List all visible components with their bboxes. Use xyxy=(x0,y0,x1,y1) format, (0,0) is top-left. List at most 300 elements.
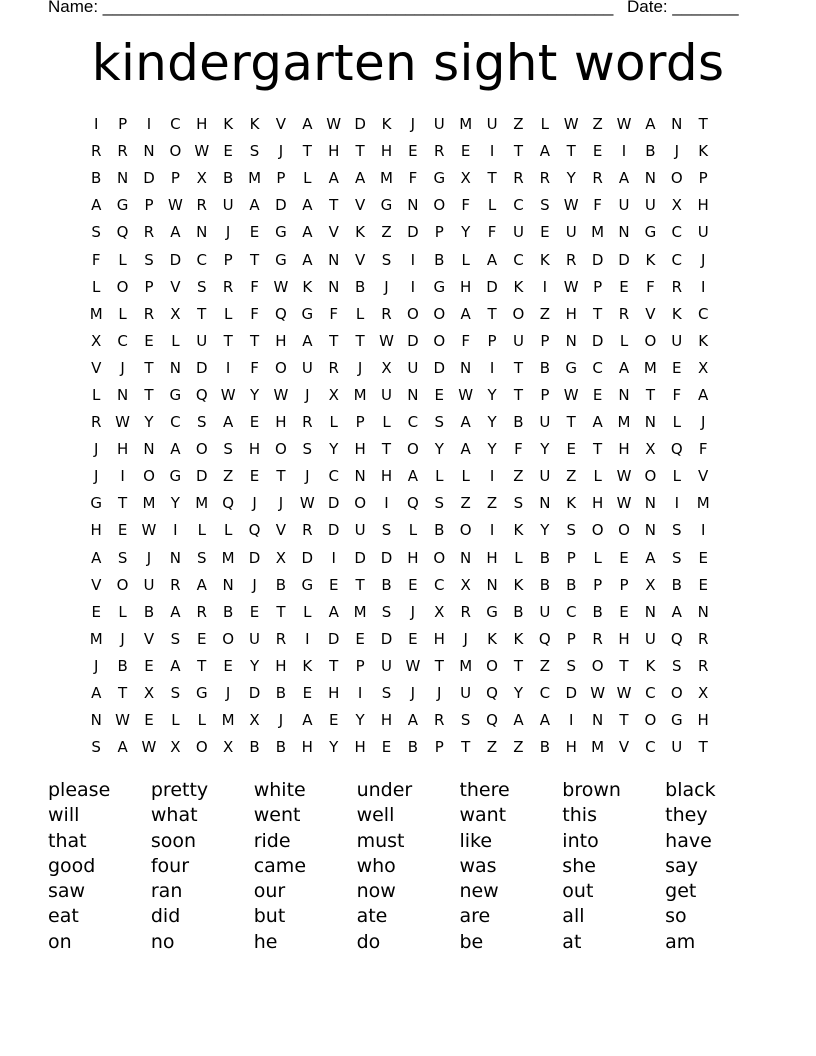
grid-letter: T xyxy=(645,385,655,404)
grid-letter: X xyxy=(328,385,339,404)
grid-letter: T xyxy=(329,196,339,215)
grid-letter: Y xyxy=(170,494,180,513)
grid-letter: W xyxy=(273,277,289,296)
grid-letter: A xyxy=(460,440,471,459)
grid-letter: J xyxy=(278,142,284,161)
word-item: black xyxy=(665,779,716,801)
grid-letter: O xyxy=(459,521,472,540)
grid-letter: J xyxy=(225,684,231,703)
grid-letter: K xyxy=(381,115,392,134)
word-item: all xyxy=(562,905,585,928)
grid-letter: T xyxy=(118,684,128,703)
grid-letter: K xyxy=(539,250,550,269)
grid-letter: X xyxy=(249,711,260,730)
grid-letter: J xyxy=(410,684,416,703)
grid-letter: O xyxy=(116,575,129,594)
grid-letter: B xyxy=(434,521,445,540)
grid-letter: Z xyxy=(566,467,577,486)
grid-letter: C xyxy=(407,413,419,432)
grid-letter: B xyxy=(539,738,550,757)
grid-letter: T xyxy=(487,169,497,188)
grid-letter: W xyxy=(405,656,421,675)
grid-letter: S xyxy=(672,548,682,567)
grid-letter: J xyxy=(146,548,152,567)
grid-letter: Y xyxy=(329,738,339,757)
grid-letter: A xyxy=(354,169,366,188)
grid-letter: H xyxy=(275,331,287,350)
grid-letter: B xyxy=(223,602,234,621)
grid-letter: Z xyxy=(539,304,550,323)
grid-letter: E xyxy=(144,711,154,730)
grid-letter: W xyxy=(220,385,236,404)
grid-letter: B xyxy=(539,548,550,567)
grid-letter: E xyxy=(619,602,629,621)
grid-letter: I xyxy=(700,521,706,540)
grid-letter: I xyxy=(569,711,574,730)
grid-letter: O xyxy=(433,304,446,323)
grid-letter: O xyxy=(406,304,419,323)
grid-letter: O xyxy=(433,331,446,350)
grid-row xyxy=(83,545,733,572)
grid-row xyxy=(83,517,733,544)
grid-letter: C xyxy=(170,115,181,134)
grid-letter: I xyxy=(700,277,706,296)
grid-letter: M xyxy=(591,223,605,242)
grid-letter: L xyxy=(171,331,180,350)
grid-letter: K xyxy=(671,304,682,323)
grid-letter: B xyxy=(513,602,524,621)
grid-letter: A xyxy=(460,413,471,432)
grid-letter: S xyxy=(434,413,445,432)
grid-letter: G xyxy=(301,575,314,594)
grid-letter: U xyxy=(512,331,524,350)
grid-letter: Y xyxy=(540,521,550,540)
grid-letter: A xyxy=(117,738,128,757)
grid-letter: N xyxy=(407,196,419,215)
page-title: kindergarten sight words xyxy=(91,34,725,92)
grid-letter: N xyxy=(354,467,366,486)
grid-letter: C xyxy=(513,250,524,269)
grid-letter: B xyxy=(539,575,550,594)
grid-letter: Z xyxy=(539,656,550,675)
grid-letter: N xyxy=(644,169,657,188)
grid-letter: A xyxy=(170,223,181,242)
grid-letter: E xyxy=(144,656,154,675)
grid-letter: G xyxy=(433,169,446,188)
word-column xyxy=(254,778,357,955)
grid-letter: B xyxy=(671,575,682,594)
grid-row xyxy=(83,599,733,626)
grid-letter: J xyxy=(384,277,389,296)
grid-letter: V xyxy=(618,738,630,757)
grid-letter: F xyxy=(514,440,523,459)
grid-letter: M xyxy=(617,413,631,432)
grid-letter: G xyxy=(195,684,208,703)
grid-letter: T xyxy=(355,142,365,161)
grid-letter: P xyxy=(223,250,233,269)
grid-letter: T xyxy=(698,738,708,757)
grid-letter: H xyxy=(460,277,472,296)
grid-letter: H xyxy=(433,629,445,648)
grid-letter: C xyxy=(196,250,207,269)
grid-letter: N xyxy=(116,385,129,404)
grid-letter: N xyxy=(460,358,472,377)
grid-letter: N xyxy=(90,711,102,730)
grid-letter: T xyxy=(329,656,339,675)
grid-letter: H xyxy=(565,304,577,323)
grid-letter: A xyxy=(539,142,550,161)
grid-letter: G xyxy=(644,223,657,242)
grid-letter: D xyxy=(327,629,340,648)
grid-letter: P xyxy=(144,277,154,296)
grid-letter: Y xyxy=(487,385,497,404)
grid-letter: U xyxy=(697,223,709,242)
grid-row xyxy=(83,707,733,734)
grid-letter: Q xyxy=(116,223,129,242)
grid-letter: U xyxy=(539,467,551,486)
grid-letter: T xyxy=(144,385,154,404)
word-bank xyxy=(48,778,768,955)
grid-row xyxy=(83,463,733,490)
grid-letter: U xyxy=(539,602,551,621)
grid-letter: B xyxy=(539,358,550,377)
grid-letter: H xyxy=(697,196,709,215)
grid-letter: N xyxy=(618,223,630,242)
grid-letter: S xyxy=(249,142,260,161)
grid-letter: H xyxy=(565,738,577,757)
grid-letter: R xyxy=(434,711,445,730)
grid-letter: E xyxy=(408,629,418,648)
grid-letter: A xyxy=(671,602,682,621)
grid-letter: P xyxy=(434,223,444,242)
grid-letter: E xyxy=(698,575,708,594)
grid-letter: L xyxy=(118,304,127,323)
header-line xyxy=(48,0,748,19)
grid-letter: Y xyxy=(513,684,524,703)
grid-letter: M xyxy=(696,494,710,513)
grid-letter: H xyxy=(196,115,208,134)
word-item: four xyxy=(150,854,190,877)
grid-letter: J xyxy=(700,250,706,269)
word-item: please xyxy=(48,779,111,801)
grid-row xyxy=(83,274,733,301)
grid-letter: A xyxy=(170,602,181,621)
grid-letter: G xyxy=(275,250,287,269)
grid-letter: V xyxy=(170,277,181,296)
grid-letter: Q xyxy=(275,304,287,323)
grid-letter: N xyxy=(671,115,683,134)
grid-letter: E xyxy=(540,223,550,242)
grid-letter: M xyxy=(353,602,367,621)
grid-letter: E xyxy=(91,602,101,621)
grid-letter: L xyxy=(197,711,206,730)
grid-letter: J xyxy=(305,385,310,404)
grid-letter: N xyxy=(222,575,234,594)
grid-letter: H xyxy=(380,142,393,161)
grid-letter: R xyxy=(117,142,128,161)
grid-letter: V xyxy=(645,304,656,323)
grid-letter: I xyxy=(410,250,416,269)
grid-letter: R xyxy=(275,629,287,648)
grid-letter: E xyxy=(592,142,603,161)
grid-row xyxy=(83,165,733,192)
grid-letter: P xyxy=(566,629,576,648)
grid-letter: C xyxy=(513,196,524,215)
grid-letter: T xyxy=(276,602,286,621)
grid-letter: D xyxy=(195,467,208,486)
grid-letter: I xyxy=(331,548,336,567)
word-column xyxy=(665,778,768,955)
grid-letter: U xyxy=(407,358,419,377)
grid-letter: R xyxy=(328,358,339,377)
grid-letter: N xyxy=(644,413,657,432)
grid-letter: U xyxy=(222,196,234,215)
grid-letter: U xyxy=(381,656,392,675)
grid-letter: A xyxy=(618,169,630,188)
grid-row xyxy=(83,382,733,409)
grid-letter: W xyxy=(616,494,632,513)
grid-letter: L xyxy=(672,467,681,486)
grid-letter: V xyxy=(698,467,709,486)
word-column xyxy=(459,778,562,955)
grid-letter: W xyxy=(273,385,289,404)
grid-letter: T xyxy=(329,331,339,350)
grid-letter: N xyxy=(328,277,340,296)
grid-letter: W xyxy=(141,738,157,757)
grid-letter: X xyxy=(381,358,392,377)
word-item: soon xyxy=(150,829,197,852)
grid-letter: O xyxy=(195,440,208,459)
grid-letter: H xyxy=(116,440,129,459)
grid-letter: R xyxy=(222,277,234,296)
grid-letter: L xyxy=(303,602,312,621)
grid-letter: L xyxy=(619,331,629,350)
grid-letter: N xyxy=(539,494,551,513)
grid-letter: V xyxy=(275,115,287,134)
grid-letter: D xyxy=(248,684,261,703)
grid-letter: I xyxy=(305,629,310,648)
name-field-label: Name: ______________________________________________________ xyxy=(48,0,614,16)
grid-letter: S xyxy=(170,629,181,648)
grid-letter: W xyxy=(141,521,157,540)
grid-letter: A xyxy=(513,711,524,730)
grid-letter: A xyxy=(91,684,102,703)
grid-letter: W xyxy=(379,331,394,350)
grid-letter: E xyxy=(328,711,339,730)
grid-letter: R xyxy=(592,629,603,648)
grid-letter: A xyxy=(328,602,339,621)
grid-letter: F xyxy=(250,277,259,296)
grid-letter: R xyxy=(302,521,313,540)
grid-letter: O xyxy=(512,304,525,323)
grid-letter: O xyxy=(406,440,419,459)
grid-letter: O xyxy=(222,629,235,648)
grid-letter: J xyxy=(674,142,679,161)
grid-letter: G xyxy=(433,277,446,296)
grid-letter: N xyxy=(143,440,155,459)
grid-letter: L xyxy=(514,548,523,567)
grid-letter: O xyxy=(275,440,287,459)
grid-letter: J xyxy=(437,684,442,703)
grid-letter: N xyxy=(618,385,630,404)
grid-letter: T xyxy=(249,331,260,350)
grid-letter: I xyxy=(384,494,389,513)
grid-letter: N xyxy=(460,548,472,567)
word-column xyxy=(48,778,151,955)
grid-letter: X xyxy=(434,602,445,621)
grid-letter: P xyxy=(355,656,365,675)
grid-letter: I xyxy=(674,494,679,513)
grid-letter: T xyxy=(566,142,576,161)
grid-letter: W xyxy=(458,385,474,404)
grid-row xyxy=(83,192,733,219)
grid-letter: F xyxy=(250,304,259,323)
grid-letter: O xyxy=(486,656,498,675)
grid-letter: R xyxy=(302,413,313,432)
grid-letter: D xyxy=(327,494,340,513)
grid-letter: S xyxy=(117,548,128,567)
grid-letter: L xyxy=(92,385,101,404)
grid-letter: R xyxy=(170,575,181,594)
grid-letter: T xyxy=(223,331,233,350)
word-item: that xyxy=(48,829,87,852)
grid-letter: F xyxy=(461,331,470,350)
word-item: want xyxy=(459,804,507,827)
grid-letter: J xyxy=(93,467,99,486)
grid-letter: Y xyxy=(461,223,471,242)
grid-letter: E xyxy=(408,575,418,594)
grid-letter: J xyxy=(120,629,125,648)
grid-letter: L xyxy=(672,413,681,432)
grid-letter: M xyxy=(353,385,367,404)
grid-row xyxy=(83,490,733,517)
grid-letter: P xyxy=(593,575,603,594)
grid-letter: D xyxy=(591,331,604,350)
grid-letter: M xyxy=(248,169,262,188)
grid-letter: U xyxy=(143,575,155,594)
grid-letter: T xyxy=(461,738,471,757)
word-column xyxy=(357,778,460,955)
grid-letter: X xyxy=(170,304,181,323)
grid-letter: S xyxy=(302,440,313,459)
grid-letter: N xyxy=(143,142,155,161)
grid-letter: C xyxy=(645,684,656,703)
grid-letter: K xyxy=(302,277,313,296)
word-item: our xyxy=(253,880,286,903)
grid-row xyxy=(83,436,733,463)
grid-letter: J xyxy=(252,494,257,513)
grid-letter: O xyxy=(275,358,287,377)
grid-letter: T xyxy=(355,331,365,350)
grid-letter: S xyxy=(460,711,471,730)
grid-letter: O xyxy=(195,738,208,757)
grid-letter: E xyxy=(249,602,260,621)
word-column xyxy=(562,778,665,955)
grid-letter: P xyxy=(276,169,286,188)
grid-letter: A xyxy=(302,115,313,134)
grid-letter: V xyxy=(328,223,339,242)
grid-letter: S xyxy=(540,196,550,215)
grid-letter: A xyxy=(91,548,102,567)
grid-letter: M xyxy=(643,358,657,377)
grid-letter: W xyxy=(194,142,210,161)
grid-letter: C xyxy=(592,358,603,377)
grid-letter: S xyxy=(144,250,154,269)
grid-letter: W xyxy=(167,196,183,215)
grid-letter: D xyxy=(354,115,366,134)
grid-letter: E xyxy=(592,385,603,404)
grid-letter: S xyxy=(381,684,392,703)
grid-letter: F xyxy=(250,358,259,377)
grid-letter: X xyxy=(91,331,102,350)
grid-letter: T xyxy=(381,440,392,459)
grid-letter: P xyxy=(540,385,550,404)
grid-letter: T xyxy=(513,358,524,377)
grid-letter: L xyxy=(118,250,127,269)
grid-letter: D xyxy=(407,331,419,350)
grid-letter: N xyxy=(565,331,577,350)
grid-letter: N xyxy=(116,169,129,188)
grid-letter: U xyxy=(539,413,551,432)
grid-letter: E xyxy=(619,548,629,567)
grid-letter: J xyxy=(93,440,99,459)
grid-letter: G xyxy=(90,494,102,513)
grid-letter: P xyxy=(487,331,497,350)
grid-letter: H xyxy=(618,629,630,648)
grid-letter: D xyxy=(169,250,182,269)
grid-letter: W xyxy=(326,115,342,134)
grid-letter: K xyxy=(698,142,709,161)
grid-letter: S xyxy=(381,250,392,269)
grid-letter: H xyxy=(90,521,102,540)
grid-letter: D xyxy=(380,629,393,648)
word-item: they xyxy=(665,804,708,827)
grid-letter: F xyxy=(461,196,470,215)
grid-letter: T xyxy=(249,250,260,269)
word-item: good xyxy=(48,854,96,877)
grid-letter: F xyxy=(593,196,602,215)
grid-letter: S xyxy=(566,521,576,540)
grid-letter: S xyxy=(672,521,682,540)
grid-letter: Q xyxy=(195,385,208,404)
grid-letter: B xyxy=(513,413,524,432)
grid-letter: X xyxy=(143,684,155,703)
grid-letter: U xyxy=(671,331,683,350)
grid-letter: X xyxy=(698,358,709,377)
grid-letter: A xyxy=(196,575,207,594)
grid-letter: P xyxy=(619,575,629,594)
grid-letter: I xyxy=(489,142,495,161)
word-item: get xyxy=(665,880,697,903)
grid-letter: M xyxy=(89,304,103,323)
grid-letter: N xyxy=(407,385,419,404)
word-item: out xyxy=(562,880,594,903)
grid-letter: A xyxy=(645,115,656,134)
grid-letter: O xyxy=(169,142,182,161)
grid-letter: H xyxy=(248,440,261,459)
grid-letter: F xyxy=(91,250,101,269)
grid-letter: C xyxy=(565,602,577,621)
grid-letter: F xyxy=(672,385,682,404)
grid-row xyxy=(83,355,733,382)
grid-letter: Y xyxy=(355,711,365,730)
grid-letter: G xyxy=(169,385,182,404)
grid-letter: R xyxy=(566,250,577,269)
grid-letter: X xyxy=(645,440,656,459)
word-item: eat xyxy=(48,905,79,928)
grid-letter: B xyxy=(275,684,287,703)
grid-letter: D xyxy=(301,548,314,567)
